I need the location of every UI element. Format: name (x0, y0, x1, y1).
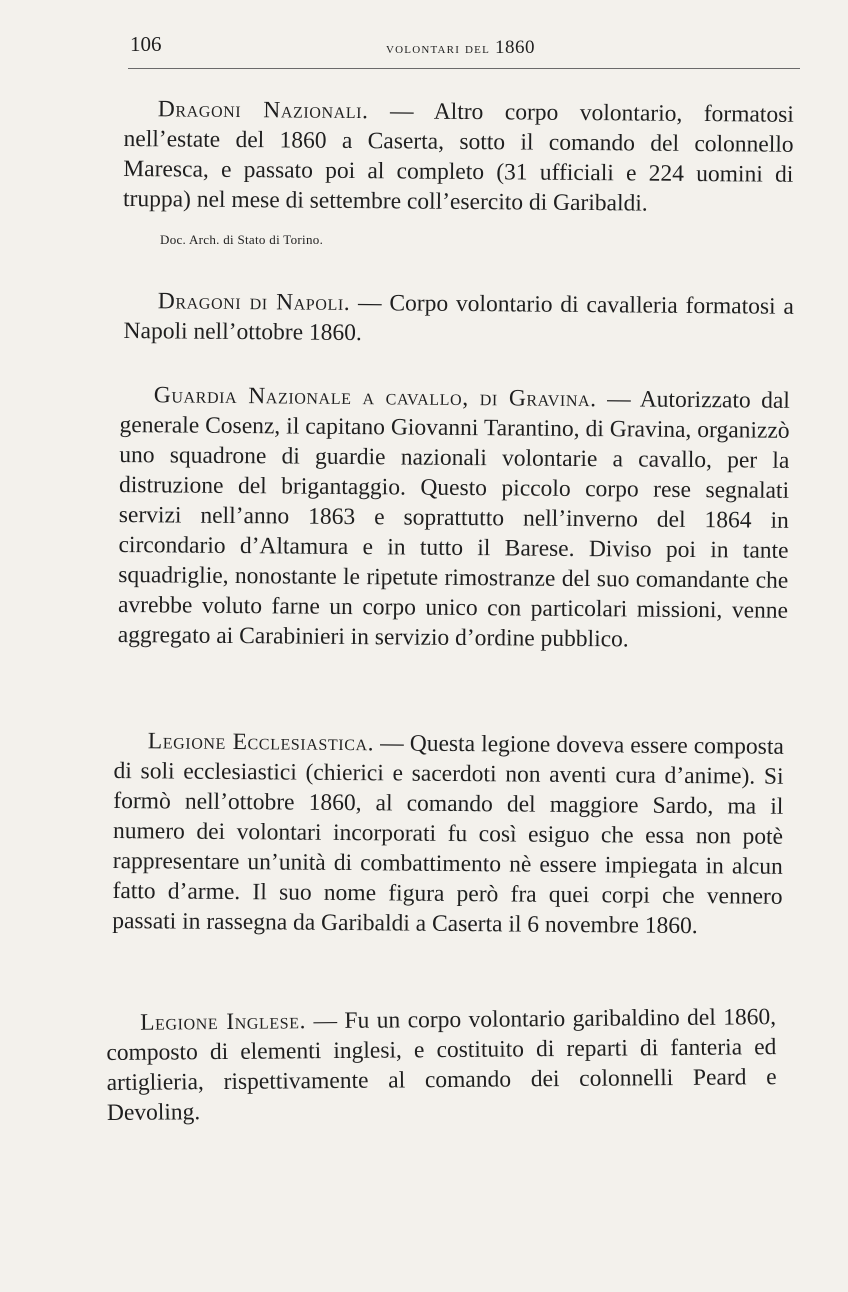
entry-dragoni-di-napoli (123, 286, 793, 352)
entry-term: Guardia Nazionale a cavallo, di Gravina. (153, 382, 597, 413)
running-head (386, 37, 535, 59)
em-dash: — (313, 1007, 338, 1035)
page-number: 106 (130, 32, 162, 56)
entry-text: Altro corpo volontario, formatosi nell’estate del 1860 a Caserta, sotto il comando del colonnello Maresca, e passato poi al completo (31 ufficiali e 224 uomini di truppa) nel mese di settembre coll’esercito di Garibaldi. (122, 98, 794, 217)
entry-term: Dragoni Nazionali. (157, 96, 369, 125)
entry-dragoni-nazionali (123, 94, 794, 220)
entry-text: Corpo volontario di cavalleria formatosi a Napoli nell’ottobre 1860. (123, 290, 794, 347)
entry-legione-ecclesiastica (112, 726, 784, 942)
em-dash: — (380, 730, 404, 757)
entry-term: Dragoni di Napoli. (157, 288, 351, 316)
entry-term: Legione Inglese. (140, 1008, 307, 1036)
em-dash: — (389, 98, 414, 125)
em-dash: — (357, 290, 382, 317)
entry-text: Fu un corpo volontario garibaldino del 1860, composto di elementi inglesi, e costituito di reparti di fanteria ed artiglieria, rispettivamente al comando dei colonnelli Peard e Devoling. (106, 1004, 777, 1126)
entry-term: Legione Ecclesiastica. (147, 728, 375, 757)
source-note: Doc. Arch. di Stato di Torino. (160, 232, 324, 247)
header-rule (128, 68, 800, 69)
entry-text: Autorizzato dal generale Cosenz, il capitano Giovanni Tarantino, di Gravina, organizzò uno squadrone di guardie nazionali volontarie a cavallo, per la distruzione del brigantaggio. Questo piccolo corpo rese segnalati servizi nell’anno 1863 e soprattutto nell’inverno del 1864 in circondario d’Altamura e in tutto il Barese. Diviso poi in tante squadriglie, nonostante le ripetute rimostranze del suo comandante che avrebbe voluto farne un corpo unico con particolari missioni, venne aggregato ai Carabinieri in servizio d’ordine pubblico. (117, 386, 790, 653)
entry-legione-inglese (106, 1002, 777, 1128)
entry-guardia-nazionale (118, 380, 790, 656)
running-head-year: 1860 (494, 37, 535, 58)
em-dash: — (607, 386, 631, 413)
page-header (128, 28, 800, 68)
entry-text: Questa legione doveva essere composta di soli ecclesiastici (chierici e sacerdoti non aventi cura d’anime). Si formò nell’ottobre 1860, al comando del maggiore Sardo, ma il numero dei volontari incorporati fu così esiguo che essa non potè rappresentare un’unità di combattimento nè essere impiegata in alcun fatto d’arme. Il suo nome figura però fra quei corpi che vennero passati in rassegna da Garibaldi a Caserta il 6 novembre 1860. (112, 730, 784, 940)
running-head-text: volontari del (386, 41, 491, 57)
